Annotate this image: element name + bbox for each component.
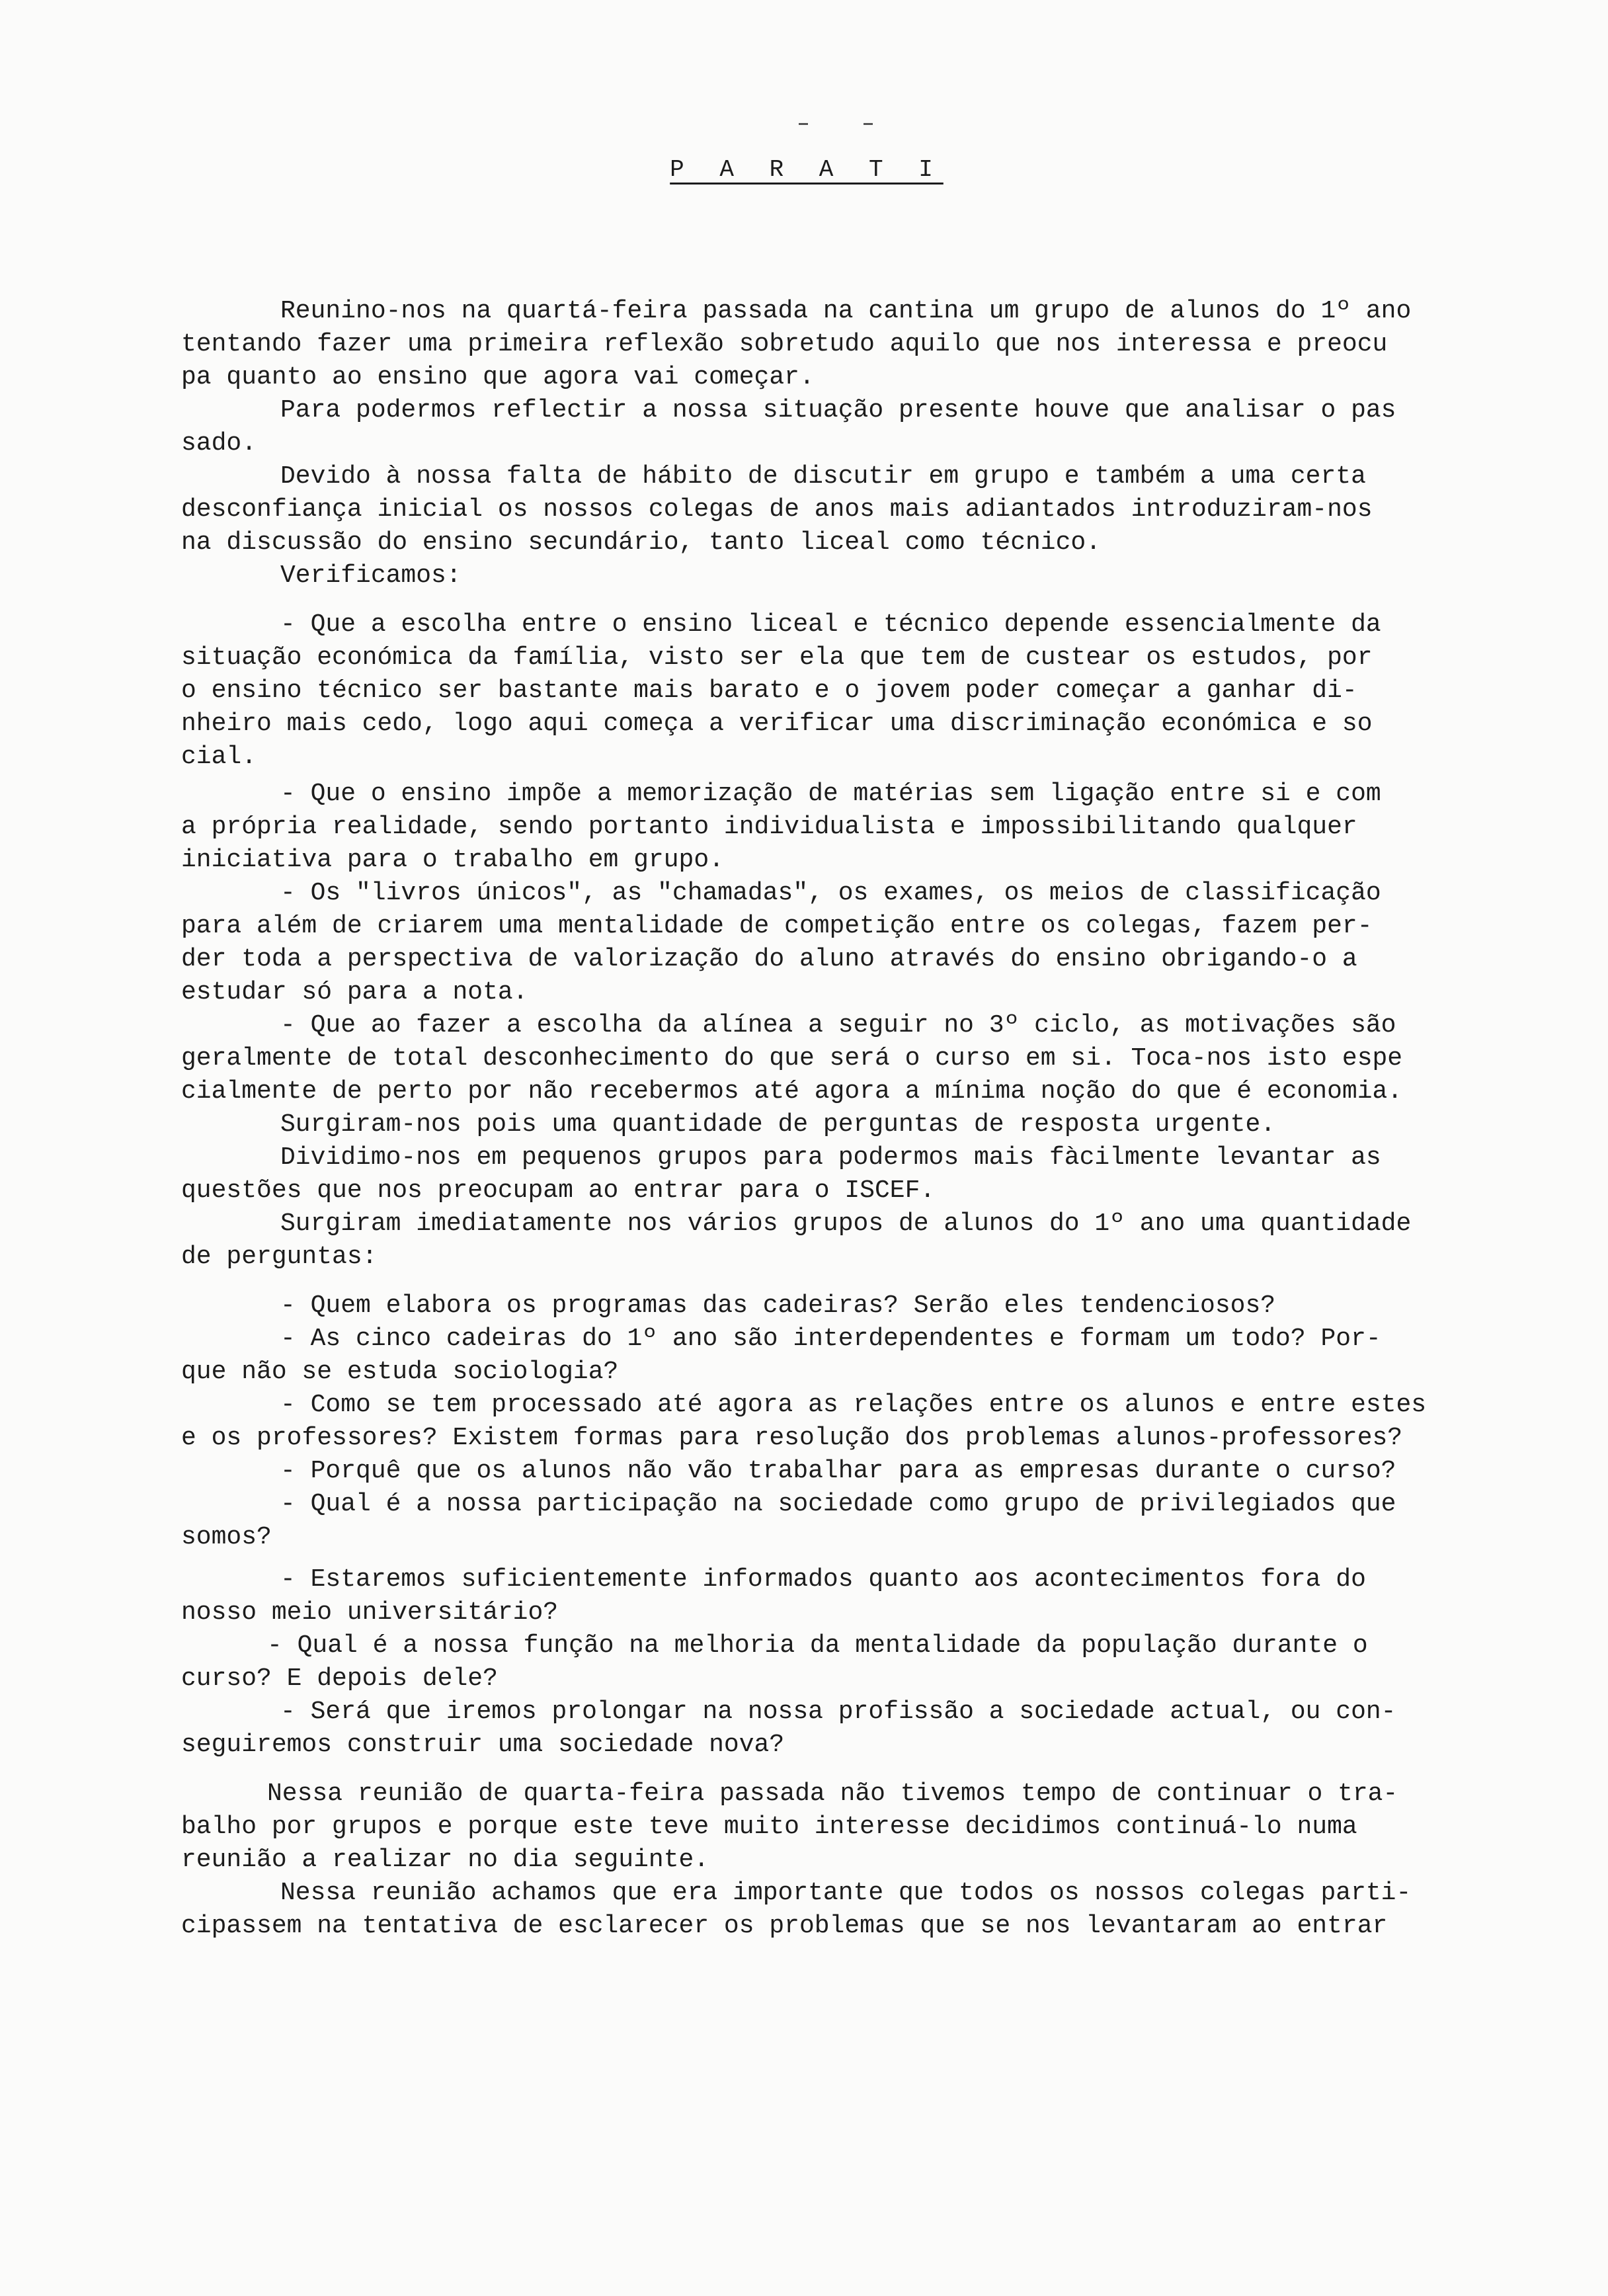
text-line: Devido à nossa falta de hábito de discutir em grupo e também a uma certa [280, 462, 1366, 491]
text-line: tentando fazer uma primeira reflexão sobretudo aquilo que nos interessa e preocu [181, 330, 1388, 358]
text-line: cial. [181, 743, 257, 771]
text-line: iniciativa para o trabalho em grupo. [181, 846, 724, 874]
text-line: somos? [181, 1523, 272, 1551]
top-mark [864, 123, 873, 125]
text-line: Surgiram imediatamente nos vários grupos de alunos do 1º ano uma quantidade [280, 1210, 1412, 1238]
text-line: questões que nos preocupam ao entrar para o ISCEF. [181, 1176, 936, 1205]
text-line: para além de criarem uma mentalidade de competição entre os colegas, fazem per- [181, 912, 1373, 940]
text-line: Verificamos: [280, 561, 462, 590]
text-line: sado. [181, 429, 257, 458]
text-line: - Como se tem processado até agora as relações entre os alunos e entre estes [280, 1391, 1427, 1419]
text-line: na discussão do ensino secundário, tanto liceal como técnico. [181, 528, 1102, 557]
text-line: cipassem na tentativa de esclarecer os problemas que se nos levantaram ao entrar [181, 1912, 1388, 1940]
text-line: nheiro mais cedo, logo aqui começa a verificar uma discriminação económica e so [181, 710, 1373, 738]
text-line: curso? E depois dele? [181, 1664, 498, 1693]
text-line: - Porquê que os alunos não vão trabalhar para as empresas durante o curso? [280, 1457, 1396, 1485]
text-line: desconfiança inicial os nossos colegas de anos mais adiantados introduziram-nos [181, 495, 1373, 524]
text-line: geralmente de total desconhecimento do que será o curso em si. Toca-nos isto espe [181, 1044, 1403, 1073]
text-line: seguiremos construir uma sociedade nova? [181, 1731, 785, 1759]
text-line: que não se estuda sociologia? [181, 1358, 619, 1386]
text-line: - Quem elabora os programas das cadeiras? Serão eles tendenciosos? [280, 1292, 1276, 1320]
text-line: - As cinco cadeiras do 1º ano são interdependentes e formam um todo? Por- [280, 1325, 1381, 1353]
text-line: der toda a perspectiva de valorização do aluno através do ensino obrigando-o a [181, 945, 1357, 973]
text-line: nosso meio universitário? [181, 1598, 559, 1627]
text-line: Nessa reunião achamos que era importante que todos os nossos colegas parti- [280, 1879, 1412, 1907]
text-line: pa quanto ao ensino que agora vai começar. [181, 363, 815, 391]
text-line: - Que a escolha entre o ensino liceal e técnico depende essencialmente da [280, 610, 1381, 639]
top-mark [799, 123, 808, 125]
text-line: - Qual é a nossa função na melhoria da mentalidade da população durante o [267, 1631, 1368, 1660]
text-line: situação económica da família, visto ser ela que tem de custear os estudos, por [181, 643, 1373, 672]
text-line: - Os "livros únicos", as "chamadas", os exames, os meios de classificação [280, 879, 1381, 907]
text-line: Reunino-nos na quartá-feira passada na cantina um grupo de alunos do 1º ano [280, 297, 1412, 325]
text-line: balho por grupos e porque este teve muito interesse decidimos continuá-lo numa [181, 1813, 1357, 1841]
text-line: - Qual é a nossa participação na sociedade como grupo de privilegiados que [280, 1490, 1396, 1518]
text-line: cialmente de perto por não recebermos até agora a mínima noção do que é economia. [181, 1077, 1403, 1106]
text-line: estudar só para a nota. [181, 978, 528, 1006]
text-line: de perguntas: [181, 1243, 378, 1271]
text-line: reunião a realizar no dia seguinte. [181, 1846, 709, 1874]
text-line: o ensino técnico ser bastante mais barato e o jovem poder começar a ganhar di- [181, 676, 1357, 705]
text-line: Para podermos reflectir a nossa situação presente houve que analisar o pas [280, 396, 1396, 425]
text-line: - Estaremos suficientemente informados quanto aos acontecimentos fora do [280, 1565, 1366, 1594]
text-line: Nessa reunião de quarta-feira passada não tivemos tempo de continuar o tra- [267, 1780, 1398, 1808]
text-line: e os professores? Existem formas para resolução dos problemas alunos-professores? [181, 1424, 1403, 1452]
text-line: Dividimo-nos em pequenos grupos para podermos mais fàcilmente levantar as [280, 1143, 1381, 1172]
text-line: - Que ao fazer a escolha da alínea a seguir no 3º ciclo, as motivações são [280, 1011, 1396, 1040]
page-title: P A R A T I [670, 156, 944, 183]
text-line: a própria realidade, sendo portanto individualista e impossibilitando qualquer [181, 813, 1357, 841]
text-line: - Que o ensino impõe a memorização de matérias sem ligação entre si e com [280, 780, 1381, 808]
text-line: Surgiram-nos pois uma quantidade de perguntas de resposta urgente. [280, 1110, 1276, 1139]
text-line: - Será que iremos prolongar na nossa profissão a sociedade actual, ou con- [280, 1698, 1396, 1726]
